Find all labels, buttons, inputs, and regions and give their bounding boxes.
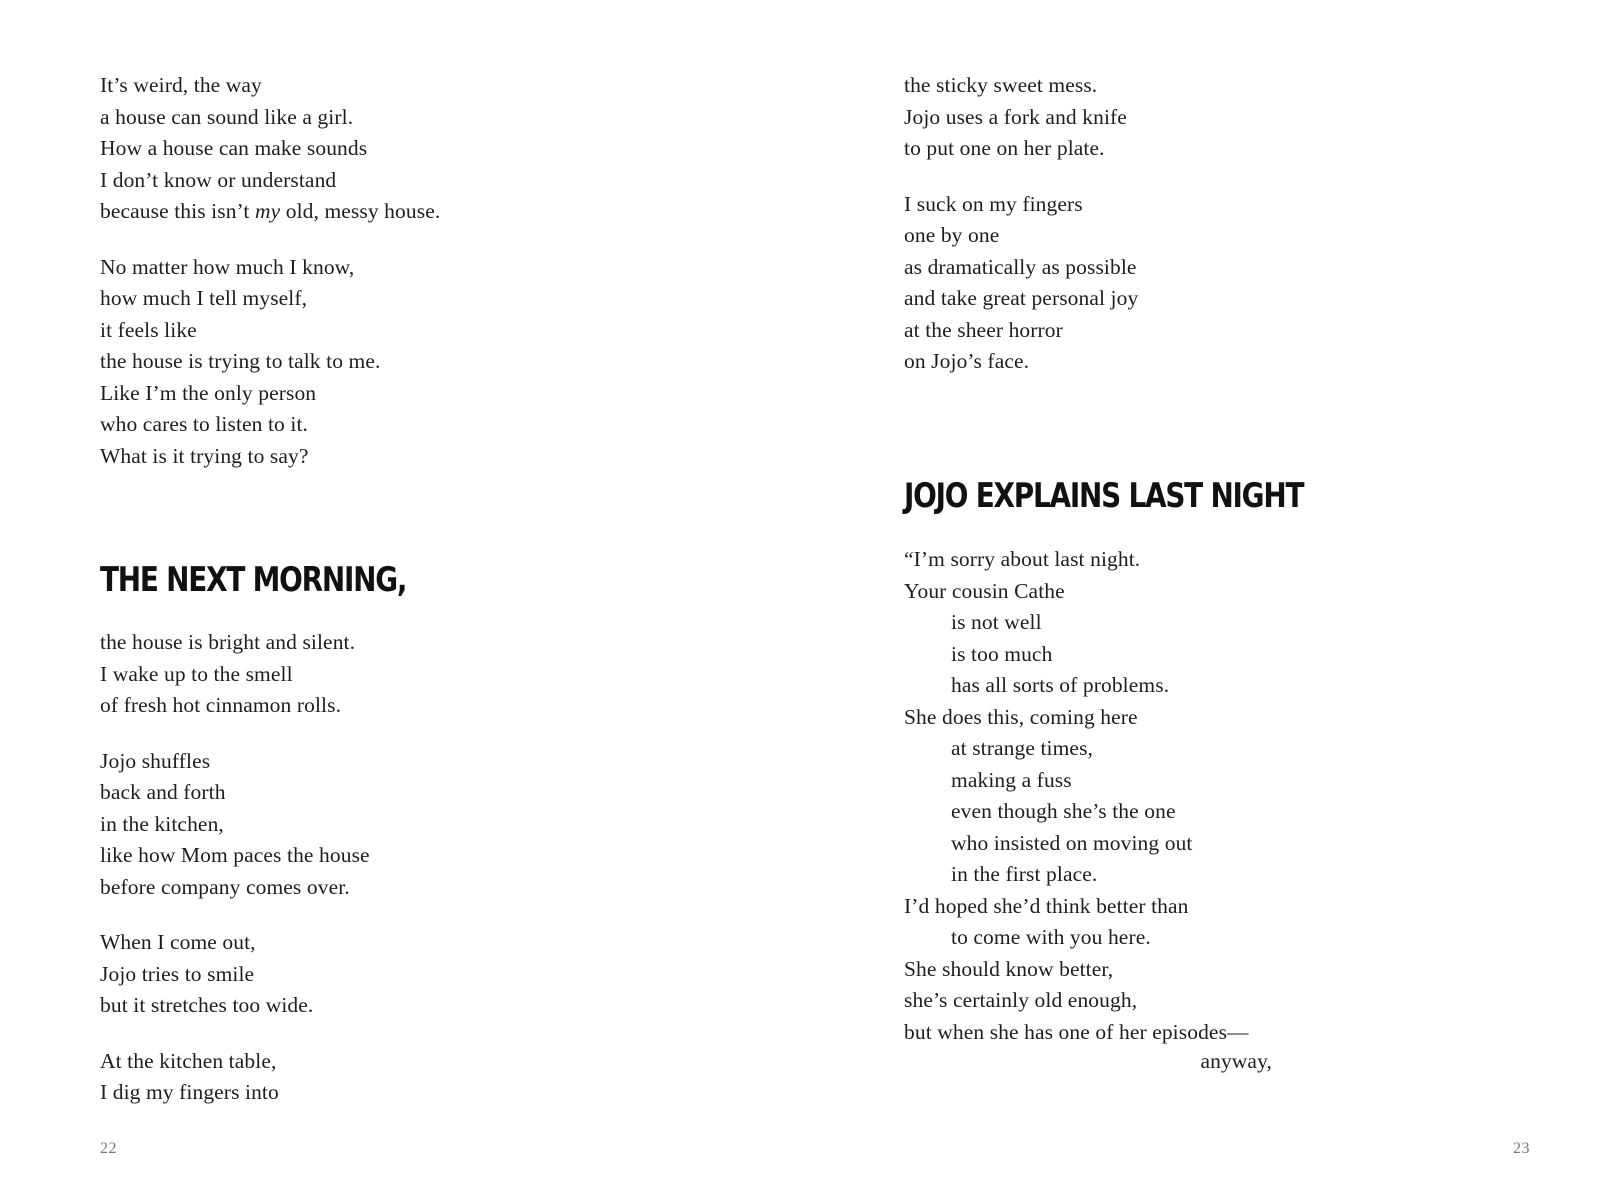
- poem-line: I dig my fingers into: [100, 1080, 279, 1104]
- line-before: because this isn’t: [100, 199, 255, 223]
- poem-heading: JOJO EXPLAINS LAST NIGHT: [904, 476, 1304, 516]
- poem-line: the sticky sweet mess.: [904, 73, 1098, 97]
- right-poem-top: [904, 70, 1544, 378]
- right-page: [800, 0, 1600, 1200]
- poem-line: but when she has one of her episodes—: [904, 1019, 1249, 1044]
- poem-line: I wake up to the smell: [100, 661, 293, 686]
- poem-line-indented: who insisted on moving out: [951, 830, 1193, 855]
- poem-line: Jojo tries to smile: [100, 961, 255, 986]
- poem-line: When I come out,: [100, 930, 256, 954]
- poem-line: how much I tell myself,: [100, 286, 308, 310]
- poem-line: it feels like: [100, 317, 197, 342]
- emphasized-word: my: [254, 199, 281, 223]
- poem-line-indented: is not well: [951, 610, 1042, 634]
- left-poem-top: [100, 70, 740, 472]
- poem-line-indented: is too much: [951, 641, 1053, 666]
- left-poem-bottom: [100, 627, 740, 1109]
- poem-line-indented: even though she’s the one: [951, 799, 1176, 823]
- poem-line: to put one on her plate.: [904, 136, 1105, 160]
- poem-line-indented: in the first place.: [951, 862, 1098, 886]
- line-after: old, messy house.: [280, 199, 441, 223]
- poem-line: as dramatically as possible: [904, 254, 1137, 279]
- poem-line: back and forth: [100, 780, 226, 804]
- stanza: [100, 70, 740, 228]
- poem-line: How a house can make sounds: [100, 136, 368, 160]
- poem-line: Jojo shuffles: [100, 748, 211, 773]
- poem-line: at the sheer horror: [904, 317, 1063, 342]
- stanza: [100, 252, 740, 473]
- poem-line: What is it trying to say?: [100, 443, 309, 468]
- poem-line: I don’t know or understand: [100, 167, 337, 192]
- page-number: 23: [1513, 1140, 1530, 1157]
- stanza: [904, 189, 1544, 378]
- page-number: 22: [100, 1140, 117, 1157]
- poem-line: It’s weird, the way: [100, 73, 262, 97]
- poem-line-indented: at strange times,: [951, 736, 1094, 760]
- poem-line: of fresh hot cinnamon rolls.: [100, 693, 342, 717]
- poem-line: Like I’m the only person: [100, 380, 317, 405]
- poem-heading: THE NEXT MORNING,: [100, 560, 407, 600]
- poem-line: the house is bright and silent.: [100, 630, 356, 654]
- poem-line: No matter how much I know,: [100, 254, 355, 279]
- stanza: [904, 70, 1544, 165]
- poem-line: At the kitchen table,: [100, 1048, 277, 1073]
- poem-line-trailing: anyway,: [1200, 1049, 1272, 1073]
- poem-line: the house is trying to talk to me.: [100, 349, 381, 373]
- stanza: [100, 746, 740, 904]
- poem-line: on Jojo’s face.: [904, 349, 1030, 373]
- poem-line: in the kitchen,: [100, 811, 224, 836]
- poem-line-indented: to come with you here.: [951, 925, 1151, 949]
- poem-line: she’s certainly old enough,: [904, 988, 1138, 1012]
- stanza: [904, 544, 1544, 1048]
- right-poem-bottom: [904, 544, 1544, 1048]
- poem-line: one by one: [904, 223, 1000, 247]
- poem-line: She should know better,: [904, 956, 1114, 981]
- poem-line: and take great personal joy: [904, 286, 1139, 310]
- poem-line: I suck on my fingers: [904, 191, 1083, 216]
- stanza: [100, 927, 740, 1022]
- poem-line: I’d hoped she’d think better than: [904, 893, 1189, 918]
- poem-line: She does this, coming here: [904, 704, 1138, 729]
- poem-line-emphasis: [100, 196, 740, 228]
- poem-line: like how Mom paces the house: [100, 843, 370, 867]
- poem-line: “I’m sorry about last night.: [904, 547, 1141, 571]
- poem-line: Jojo uses a fork and knife: [904, 104, 1127, 129]
- poem-line: Your cousin Cathe: [904, 578, 1065, 603]
- poem-line: but it stretches too wide.: [100, 993, 314, 1017]
- stanza: [100, 627, 740, 722]
- poem-line-indented: making a fuss: [951, 767, 1072, 792]
- poem-line: who cares to listen to it.: [100, 412, 309, 436]
- poem-line-indented: has all sorts of problems.: [951, 673, 1170, 697]
- poem-line: a house can sound like a girl.: [100, 104, 354, 129]
- poem-line: before company comes over.: [100, 874, 350, 899]
- stanza: [100, 1046, 740, 1109]
